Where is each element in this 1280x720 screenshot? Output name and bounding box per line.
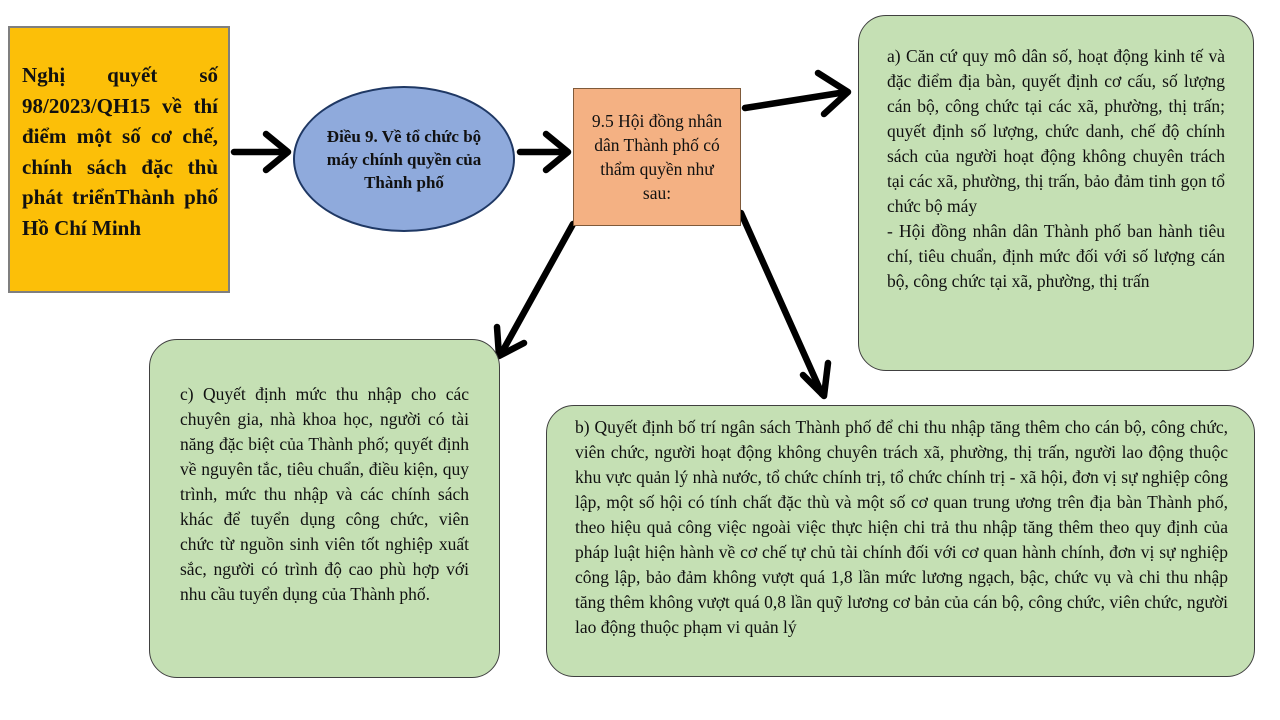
- item-c-box: [149, 339, 500, 678]
- council-box: [573, 88, 741, 226]
- article-ellipse: [293, 86, 515, 232]
- arrow-resolution-to-article: [234, 134, 288, 170]
- arrow-council-to-item-c: [497, 224, 573, 356]
- item-a-note: - Hội đồng nhân dân Thành phố ban hành tiêu chí, tiêu chuẩn, định mức đối với số lượng cán bộ, công chức tại xã, phường, thị trấn: [887, 221, 1225, 291]
- arrow-council-to-item-a: [745, 73, 848, 114]
- arrow-council-to-item-b: [741, 213, 828, 396]
- article-text: Điều 9. Về tổ chức bộ máy chính quyền của Thành phố: [326, 126, 482, 192]
- council-text: 9.5 Hội đồng nhân dân Thành phố có thẩm quyền như sau:: [591, 111, 723, 203]
- resolution-text: Nghị quyết số 98/2023/QH15 về thí điểm một số cơ chế, chính sách đặc thù phát triểnThành phố Hồ Chí Minh: [22, 63, 218, 240]
- item-b-text: b) Quyết định bố trí ngân sách Thành phố để chi thu nhập tăng thêm cho cán bộ, công chức, viên chức, người hoạt động không chuyên trách xã, phường, thị trấn, người lao động thuộc khu vực quản lý nhà nước, tổ chức chính trị, tổ chức chính trị - xã hội, đơn vị sự nghiệp công lập, một số hội có tính chất đặc thù và một số cơ quan trung ương trên địa bàn Thành phố, theo hiệu quả công việc ngoài việc thực hiện chi trả thu nhập tăng thêm theo quy định của pháp luật hiện hành về cơ chế tự chủ tài chính đối với cơ quan hành chính, đơn vị sự nghiệp công lập, bảo đảm không vượt quá 1,8 lần mức lương ngạch, bậc, chức vụ và chi thu nhập tăng thêm không vượt quá 0,8 lần quỹ lương cơ bản của cán bộ, công chức, viên chức, người lao động thuộc phạm vi quản lý: [575, 417, 1228, 637]
- resolution-box: [8, 26, 230, 293]
- item-a-text: a) Căn cứ quy mô dân số, hoạt động kinh tế và đặc điểm địa bàn, quyết định cơ cấu, số lượng cán bộ, công chức tại các xã, phường, thị trấn; quyết định số lượng, chức danh, chế độ chính sách của người hoạt động không chuyên trách tại các xã, phường, thị trấn, bảo đảm tinh gọn tổ chức bộ máy: [887, 46, 1225, 216]
- item-c-text: c) Quyết định mức thu nhập cho các chuyên gia, nhà khoa học, người có tài năng đặc biệt của Thành phố; quyết định về nguyên tắc, tiêu chuẩn, điều kiện, quy trình, mức thu nhập và các chính sách khác để tuyển dụng công chức, viên chức từ nguồn sinh viên tốt nghiệp xuất sắc, người có trình độ cao phù hợp với nhu cầu tuyển dụng của Thành phố.: [180, 384, 469, 604]
- arrow-article-to-council: [520, 134, 568, 170]
- item-a-box: [858, 15, 1254, 371]
- item-b-box: [546, 405, 1255, 677]
